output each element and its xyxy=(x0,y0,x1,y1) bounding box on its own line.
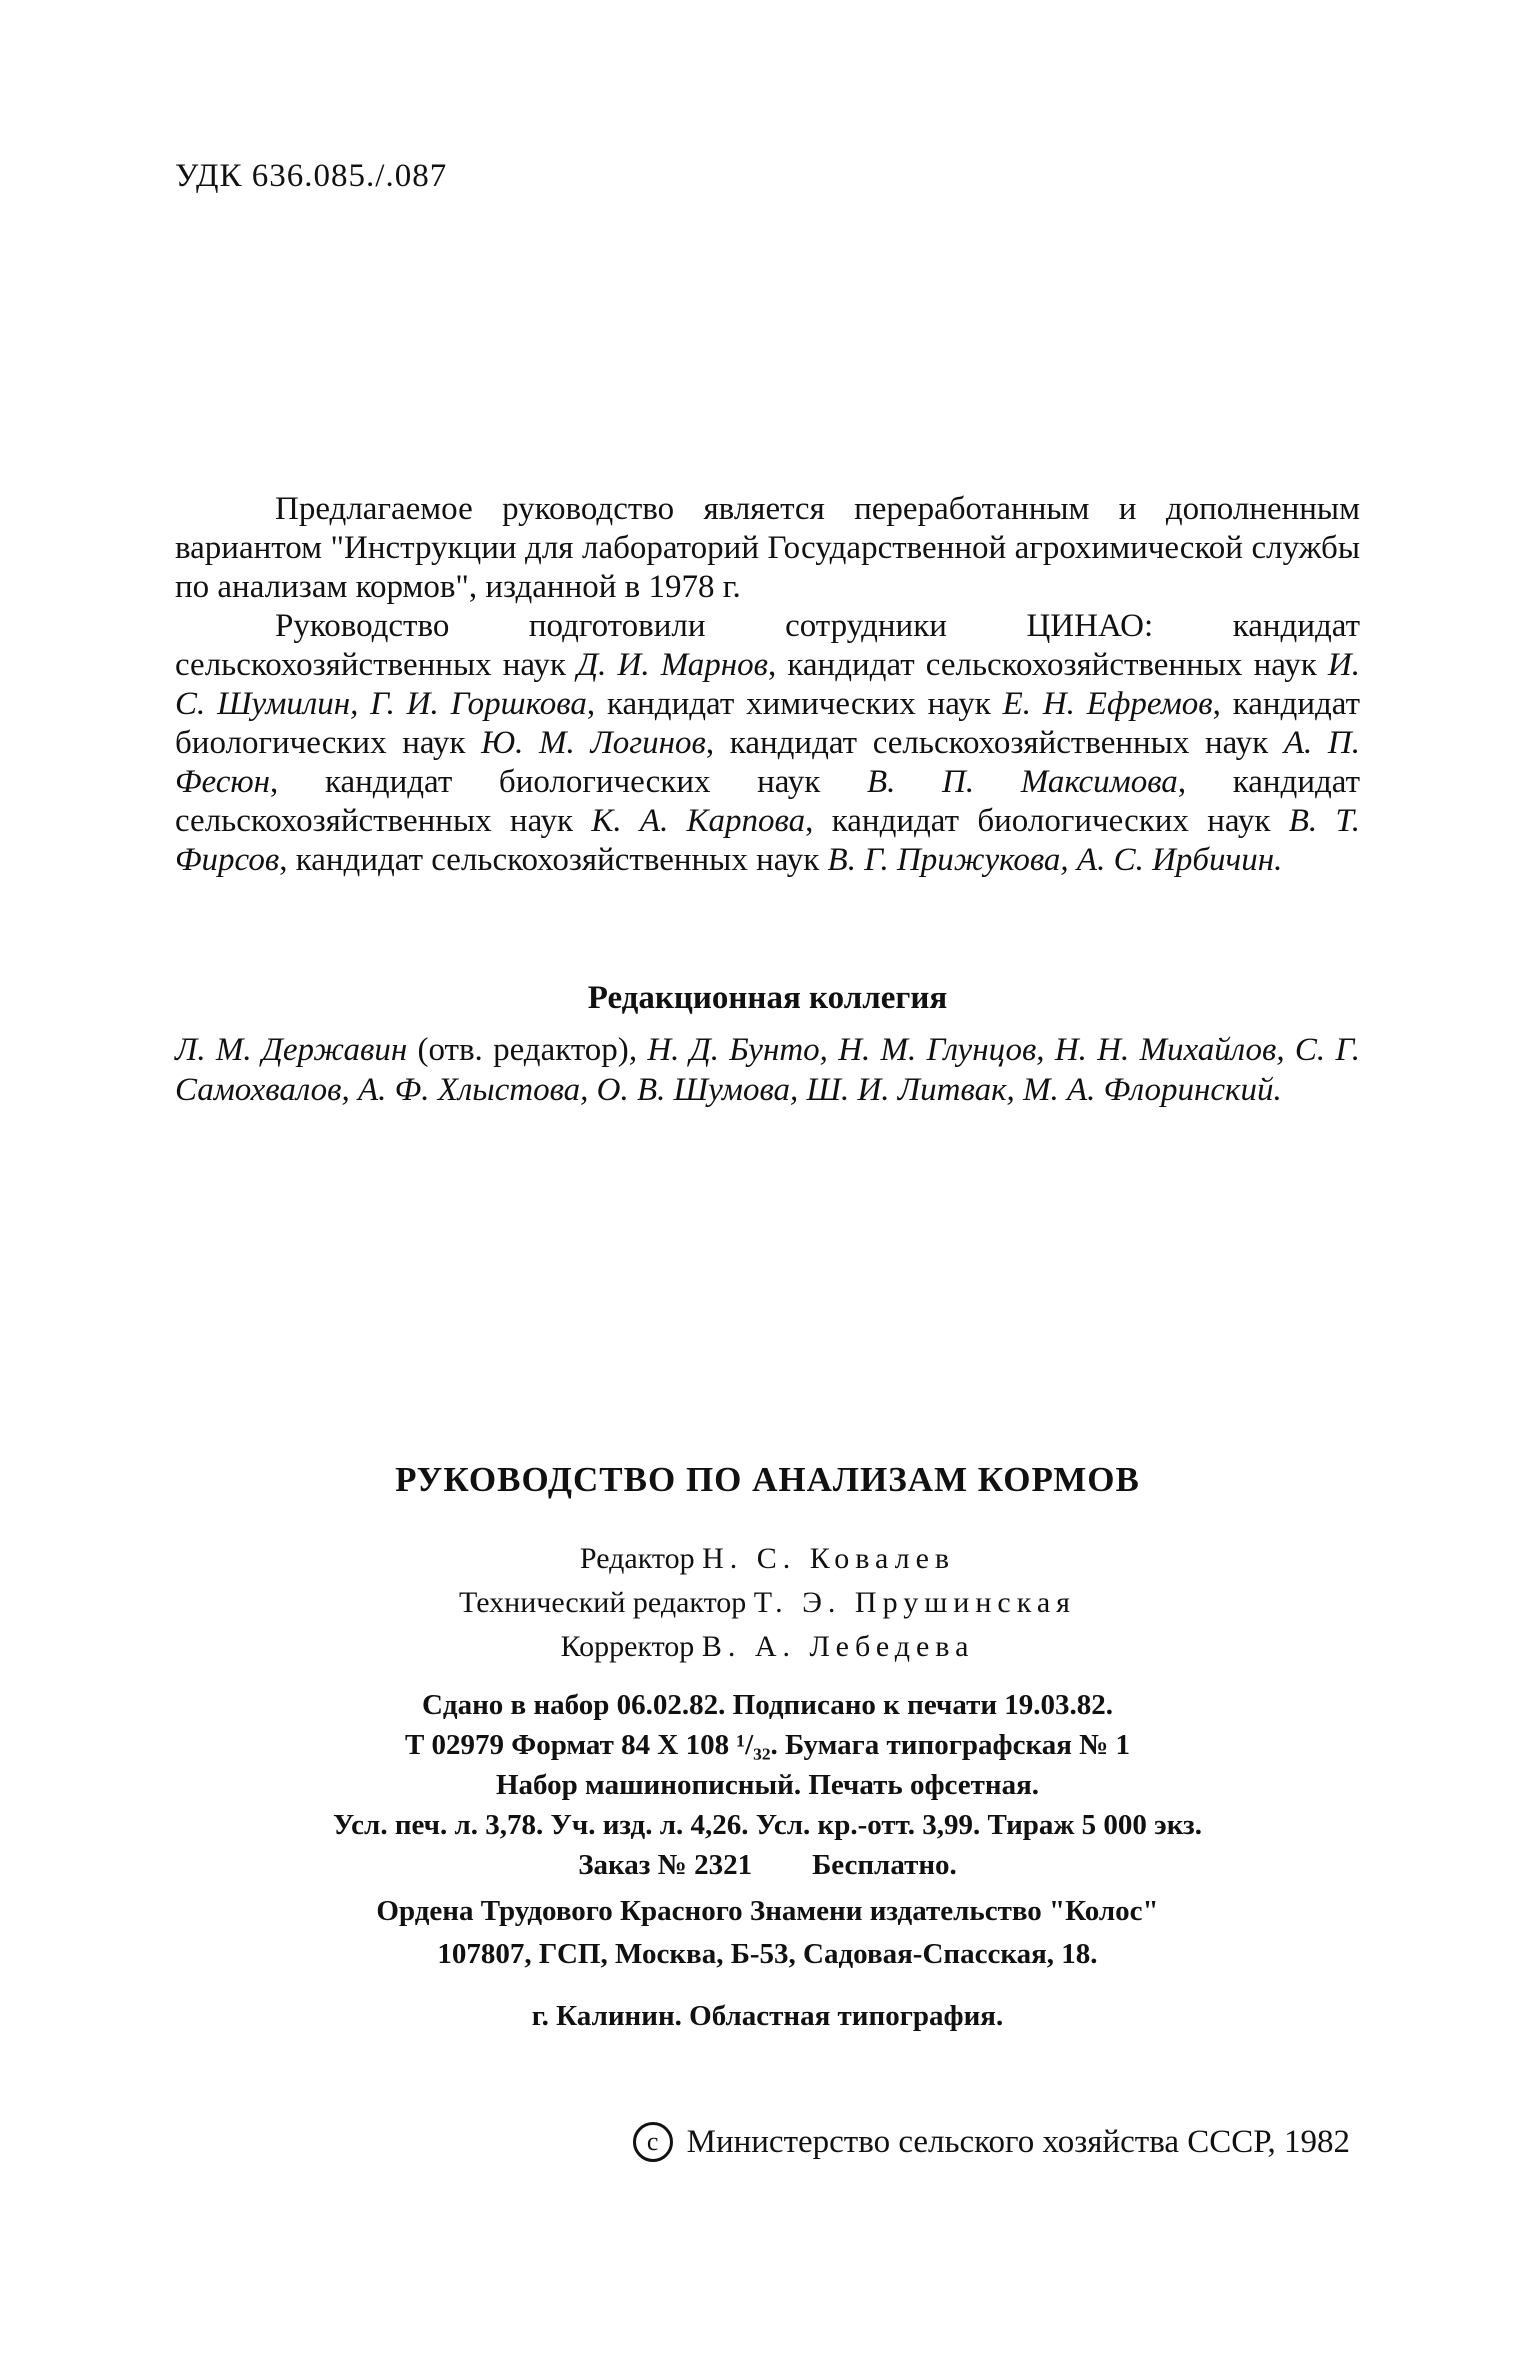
intro-section xyxy=(175,490,1360,880)
copyright-text: Министерство сельского хозяйства СССР, 1982 xyxy=(686,2123,1350,2160)
author-credential: , кандидат биологических наук xyxy=(805,803,1289,839)
print-line-2: Т 02979 Формат 84 X 108 ¹/₃₂. Бумага типографская № 1 xyxy=(404,1729,1131,1761)
print-order-line xyxy=(175,1845,1360,1885)
staff-proofreader xyxy=(175,1625,1360,1669)
author-credential: , кандидат биологических наук xyxy=(270,764,867,800)
publisher-line-1: Ордена Трудового Красного Знамени издательство "Колос" xyxy=(376,1895,1159,1927)
copyright-line xyxy=(633,2122,1350,2162)
board-members-list: , Н. Д. Бунто, Н. М. Глунцов, Н. Н. Михайлов, С. Г. Самохвалов, А. Ф. Хлыстова, О. В. Шумова, Ш. И. Литвак, М. А. Флоринский. xyxy=(175,1032,1361,1108)
staff-role: Технический редактор xyxy=(459,1586,747,1619)
author-name: И. С. Шумилин, Г. И. Горшкова xyxy=(175,647,1360,722)
order-number: Заказ № 2321 xyxy=(578,1849,753,1881)
staff-name: Н. С. Ковалев xyxy=(702,1542,956,1575)
intro-paragraph-1: Предлагаемое руководство является переработанным и дополненным вариантом "Инструкции для лабораторий Государственной агрохимической службы по анализам кормов", изданной в 1978 г. xyxy=(175,491,1360,605)
author-credential: , кандидат биологических наук xyxy=(175,686,1360,761)
book-title: РУКОВОДСТВО ПО АНАЛИЗАМ КОРМОВ xyxy=(395,1460,1140,1499)
print-line-3: Набор машинописный. Печать офсетная. xyxy=(495,1769,1040,1801)
publisher-info xyxy=(175,1890,1360,1976)
author-credential: , кандидат сельскохозяйственных наук xyxy=(705,725,1284,761)
intro-paragraph-2 xyxy=(175,607,1360,880)
author-credential: Руководство подготовили сотрудники ЦИНАО: кандидат сельскохозяйственных наук xyxy=(175,608,1360,683)
copyright-icon: c xyxy=(633,2122,673,2162)
author-name: Е. Н. Ефремов xyxy=(1002,686,1213,722)
editorial-board-members xyxy=(175,1030,1360,1110)
author-credential: , кандидат сельскохозяйственных наук xyxy=(279,842,828,878)
chief-editor-role: (отв. редактор) xyxy=(417,1032,629,1068)
udk-code: УДК 636.085./.087 xyxy=(175,158,448,194)
author-name: А. П. Фесюн xyxy=(175,725,1360,800)
author-name: В. Т. Фирсов xyxy=(175,803,1360,878)
author-credential: , кандидат сельскохозяйственных наук xyxy=(175,764,1361,839)
author-credential: , кандидат сельскохозяйственных наук xyxy=(767,647,1328,683)
editorial-board-title: Редакционная коллегия xyxy=(587,980,948,1016)
price: Бесплатно. xyxy=(812,1849,957,1881)
author-name: В. Г. Прижукова, А. С. Ирбичин. xyxy=(827,842,1283,878)
printing-house: г. Калинин. Областная типография. xyxy=(531,2000,1004,2032)
staff-name: Т. Э. Прушинская xyxy=(753,1586,1076,1619)
author-name: К. А. Карпова xyxy=(591,803,806,839)
staff-editor xyxy=(175,1537,1360,1581)
publisher-line-2: 107807, ГСП, Москва, Б-53, Садовая-Спасская, 18. xyxy=(437,1938,1098,1970)
staff-role: Редактор xyxy=(579,1542,695,1575)
author-name: Д. И. Марнов xyxy=(577,647,768,683)
staff-technical-editor xyxy=(175,1581,1360,1625)
staff-role: Корректор xyxy=(560,1630,695,1663)
staff-name: В. А. Лебедева xyxy=(701,1630,975,1663)
author-credential: , кандидат химических наук xyxy=(586,686,1003,722)
author-name: Ю. М. Логинов xyxy=(481,725,706,761)
print-line-4: Усл. печ. л. 3,78. Уч. изд. л. 4,26. Усл. кр.-отт. 3,99. Тираж 5 000 экз. xyxy=(333,1809,1202,1841)
author-name: В. П. Максимова xyxy=(866,764,1178,800)
print-details xyxy=(175,1685,1360,1885)
print-line-1: Сдано в набор 06.02.82. Подписано к печати 19.03.82. xyxy=(421,1689,1114,1721)
chief-editor: Л. М. Державин xyxy=(175,1032,408,1068)
staff-list xyxy=(175,1537,1360,1669)
